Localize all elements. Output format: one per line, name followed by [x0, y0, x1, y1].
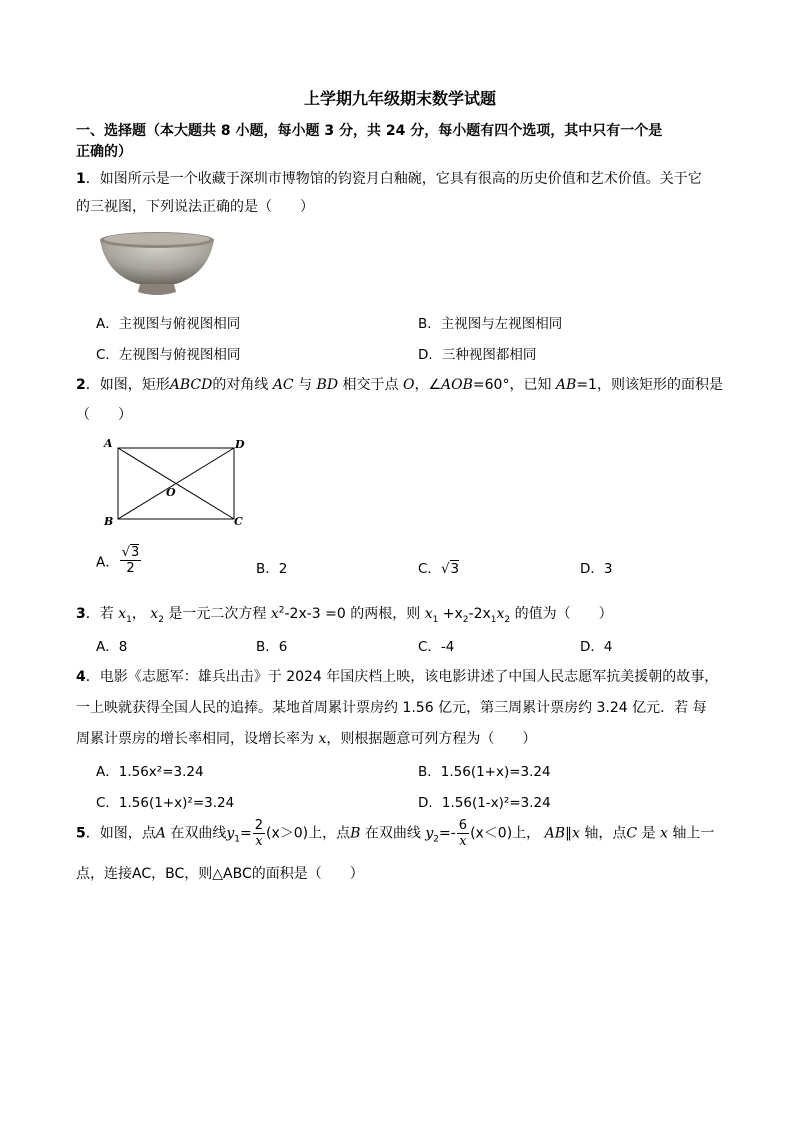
question-1-line1: 1．如图所示是一个收藏于深圳市博物馆的钧瓷月白釉碗，它具有很高的历史价值和艺术价值。关于它	[76, 171, 702, 187]
q2-option-a[interactable]: A． $\frac{√3}{2}$	[96, 545, 140, 576]
question-1-line2: 的三视图，下列说法正确的是（ ）	[76, 199, 314, 215]
q2-option-b[interactable]: B．2	[256, 561, 288, 577]
label-o: O	[166, 486, 176, 499]
q2-option-d[interactable]: D．3	[580, 561, 613, 577]
label-c: C	[234, 515, 243, 528]
question-2-line1: 2．如图，矩形ABCD的对角线 AC 与 BD 相交于点 O，∠AOB=60°，已知 AB=1，则该矩形的面积是	[76, 377, 723, 393]
label-d: D	[235, 438, 245, 451]
label-a: A	[104, 437, 113, 450]
section-heading: 一、选择题（本大题共 8 小题，每小题 3 分，共 24 分，每小题有四个选项，其中只有一个是	[76, 123, 663, 139]
q3-option-d[interactable]: D．4	[580, 639, 613, 655]
question-3-line1: 3．若 $x_1$， $x_2$ 是一元二次方程 $x^2-2x-3 =0$ 的两根，则 $x_1 +x_2-2x_1x_2$ 的值为（ ）	[76, 605, 613, 625]
q3-option-c[interactable]: C．-4	[418, 639, 455, 655]
q2-option-c[interactable]: C．√3	[418, 561, 460, 577]
section-heading-line2: 正确的）	[76, 144, 132, 160]
label-b: B	[104, 515, 114, 528]
question-2-line2: （ ）	[76, 407, 132, 423]
q1-option-b[interactable]: B．主视图与左视图相同	[418, 316, 563, 332]
q4-option-a[interactable]: A．1.56x²=3.24	[96, 764, 204, 780]
q3-option-a[interactable]: A．8	[96, 639, 128, 655]
q4-option-c[interactable]: C．1.56(1+x)²=3.24	[96, 795, 235, 811]
q3-option-b[interactable]: B．6	[256, 639, 288, 655]
rectangle-figure	[100, 435, 250, 530]
page-title: 上学期九年级期末数学试题	[304, 89, 497, 108]
question-4-line1: 4．电影《志愿军：雄兵出击》于 2024 年国庆档上映，该电影讲述了中国人民志愿军抗美援朝的故事，	[76, 669, 719, 685]
q1-option-c[interactable]: C．左视图与俯视图相同	[96, 347, 241, 363]
q4-option-d[interactable]: D．1.56(1-x)²=3.24	[418, 795, 551, 811]
question-5-line2: 点，连接AC，BC，则△ABC的面积是（ ）	[76, 866, 364, 882]
q1-option-a[interactable]: A．主视图与俯视图相同	[96, 316, 241, 332]
q1-option-d[interactable]: D．三种视图都相同	[418, 347, 537, 363]
question-5-line1: 5．如图，点A 在双曲线$y_1=$ $\frac{2}{x}$ (x＞0)上，点B 在双曲线 $y_2=-$ $\frac{6}{x}$ (x＜0)上， AB∥x 轴，点C 是 x 轴上一	[76, 818, 715, 849]
q4-option-b[interactable]: B．1.56(1+x)=3.24	[418, 764, 551, 780]
question-4-line2: 一上映就获得全国人民的追捧。某地首周累计票房约 1.56 亿元，第三周累计票房约 3.24 亿元．若 每	[76, 700, 707, 716]
question-4-line3: 周累计票房的增长率相同，设增长率为 x，则根据题意可列方程为（ ）	[76, 731, 537, 747]
bowl-image	[96, 228, 218, 300]
